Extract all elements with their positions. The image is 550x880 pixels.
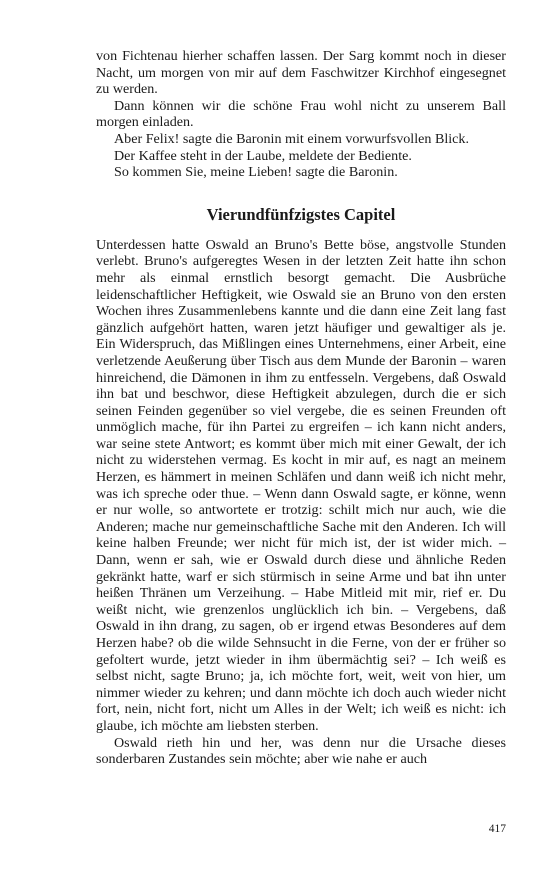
paragraph: Dann können wir die schöne Frau wohl nicht zu unserem Ball morgen einladen. [96,97,506,131]
paragraph: Aber Felix! sagte die Baronin mit einem vorwurfsvollen Blick. [114,130,470,147]
paragraph: Unterdessen hatte Oswald an Bruno's Bette böse, angstvolle Stunden verlebt. Bruno's aufgeregtes Wesen in der letzten Zeit hatte ihn schon mehr als einmal ernstlich besorgt gemacht. Die Ausbrüche leidenschaftlicher Heftigkeit, wie Oswald sie an Bruno von den ersten Wochen ihres Zusammenlebens kannte und die dann eine Zeit lang fast gänzlich aufgehört hatten, waren jetzt häufiger und gewaltiger als je. Ein Widerspruch, das Mißlingen eines Unternehmens, einer Arbeit, eine verletzende Aeußerung über Tisch aus dem Munde der Baronin – waren hinreichend, die Dämonen in ihm zu entfesseln. Vergebens, daß Oswald ihn bat und beschwor, diese Heftigkeit abzulegen, durch die er sich seinen Feinden gegenüber so viel vergebe, die es seinen Freunden oft unmöglich mache, für ihn Partei zu ergreifen – ich kann nicht anders, war seine stete Antwort; es kommt über mich mit einer Gewalt, der ich nicht zu widerstehen vermag. Es kocht in mir auf, es nagt an meinem Herzen, es hämmert in meinen Schläfen und dann weiß ich nicht mehr, was ich spreche oder thue. – Wenn dann Oswald sagte, er könne, wenn er nur wolle, so antwortete er trotzig: schilt mich nur auch, wie die Anderen; mache nur gemeinschaftliche Sache mit den Anderen. Ich will keine halben Freunde; wer nicht für mich ist, der ist wider mich. – Dann, wenn er sah, wie er Oswald durch diese und ähnliche Reden gekränkt hatte, warf er sich stürmisch in seine Arme und bat ihn unter heißen Thränen um Verzeihung. – Habe Mitleid mit mir, rief er. Du weißt nicht, wie grenzenlos unglücklich ich bin. – Vergebens, daß Oswald in ihn drang, zu sagen, ob er irgend etwas Besonderes auf dem Herzen habe? ob die wilde Sehnsucht in die Ferne, von der er früher so gefoltert wurde, jetzt wieder in ihm übermächtig sei? – Ich weiß es selbst nicht, sagte Bruno; ja, ich möchte fort, weit, weit von hier, um nimmer wieder zu kehren; und dann möchte ich doch auch wieder nicht fort, nein, nicht fort, nicht um Alles in der Welt; ich weiß es nicht: ich glaube, ich möchte am liebsten sterben. [96,236,506,734]
book-page [96,48,506,768]
paragraph: von Fichtenau hierher schaffen lassen. Der Sarg kommt noch in dieser Nacht, um morgen von mir auf dem Faschwitzer Kirchhof eingesegnet zu werden. [96,48,506,98]
intro-section [96,48,506,181]
paragraph: So kommen Sie, meine Lieben! sagte die Baronin. [114,164,398,181]
chapter-body [96,237,506,768]
paragraph: Der Kaffee steht in der Laube, meldete der Bediente. [114,147,412,164]
page-number: 417 [488,823,506,835]
paragraph: Oswald rieth hin und her, was denn nur die Ursache dieses sonderbaren Zustandes sein möchte; aber wie nahe er auch [96,734,506,768]
chapter-heading: Vierundfünfzigstes Capitel [206,204,396,224]
